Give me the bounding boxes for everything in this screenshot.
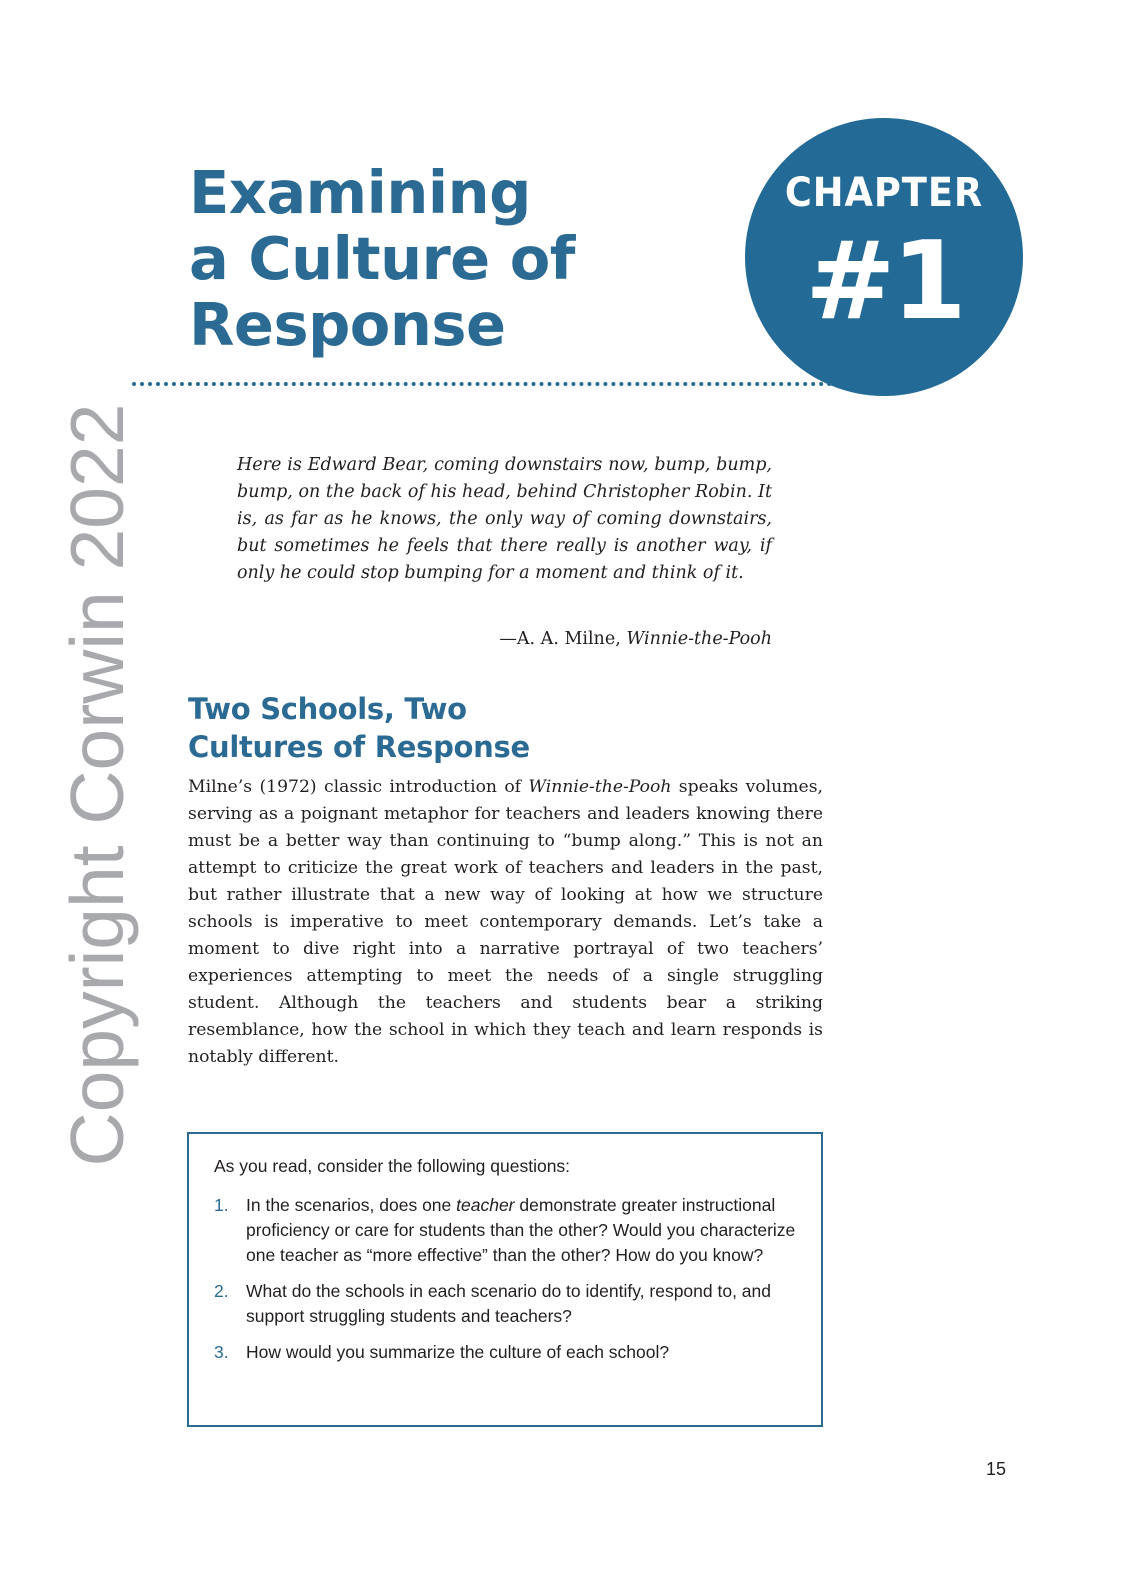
- question-text-1: [246, 1193, 797, 1268]
- dotted-divider: [132, 382, 832, 386]
- question-1-part-1: In the scenarios, does one: [246, 1195, 457, 1215]
- chapter-title: [189, 160, 575, 358]
- attribution-author: —A. A. Milne,: [499, 629, 627, 649]
- chapter-title-line-1: Examining: [189, 158, 531, 227]
- epigraph-quote: Here is Edward Bear, coming downstairs now, bump, bump, bump, on the back of his head, behind Christopher Robin. It is, as far as he knows, the only way of coming downstairs, but sometimes he feels that there really is another way, if only he could stop bumping for a moment and think of it.: [237, 455, 772, 583]
- chapter-title-line-2: a Culture of: [189, 224, 575, 293]
- question-text-3: How would you summarize the culture of each school?: [246, 1342, 670, 1362]
- body-book-title: Winnie-the-Pooh: [528, 777, 672, 797]
- body-paragraph: [188, 774, 823, 1071]
- copyright-watermark: Copyright Corwin 2022: [55, 403, 139, 1167]
- chapter-title-line-3: Response: [189, 290, 506, 359]
- chapter-badge: [745, 118, 1023, 396]
- chapter-badge-number: #1: [805, 219, 963, 344]
- question-1-emphasis: teacher: [456, 1195, 515, 1215]
- page-number: 15: [986, 1459, 1007, 1479]
- attribution-work: Winnie-the-Pooh: [626, 629, 772, 649]
- question-text-2: What do the schools in each scenario do to identify, respond to, and support struggling students and teachers?: [246, 1281, 771, 1326]
- question-number-1: 1.: [214, 1195, 229, 1215]
- question-1-part-2: demonstrate greater instructional proficiency or care for students than the other? Would you characterize one teacher as “more effective” than the other? How do you know?: [246, 1195, 796, 1265]
- epigraph-attribution: [237, 626, 772, 653]
- question-item-3: [214, 1340, 797, 1365]
- questions-list: [214, 1193, 797, 1365]
- body-text-part-1: Milne’s (1972) classic introduction of: [188, 777, 529, 797]
- question-number-3: 3.: [214, 1342, 229, 1362]
- question-item-1: [214, 1193, 797, 1268]
- body-text-part-2: speaks volumes, serving as a poignant metaphor for teachers and leaders knowing there must be a better way than continuing to “bump along.” This is not an attempt to criticize the great work of teachers and leaders in the past, but rather illustrate that a new way of looking at how we structure schools is imperative to meet contemporary demands. Let’s take a moment to dive right into a narrative portrayal of two teachers’ experiences attempting to meet the needs of a single struggling student. Although the teachers and students bear a striking resemblance, how the school in which they teach and learn responds is notably different.: [188, 777, 823, 1067]
- question-number-2: 2.: [214, 1281, 229, 1301]
- section-heading-line-2: Cultures of Response: [188, 730, 530, 764]
- question-item-2: [214, 1279, 797, 1329]
- section-heading: [188, 690, 530, 766]
- questions-intro: As you read, consider the following questions:: [214, 1156, 571, 1176]
- reading-questions-box: [187, 1132, 823, 1427]
- section-heading-line-1: Two Schools, Two: [188, 692, 467, 726]
- chapter-badge-label: CHAPTER: [784, 170, 984, 216]
